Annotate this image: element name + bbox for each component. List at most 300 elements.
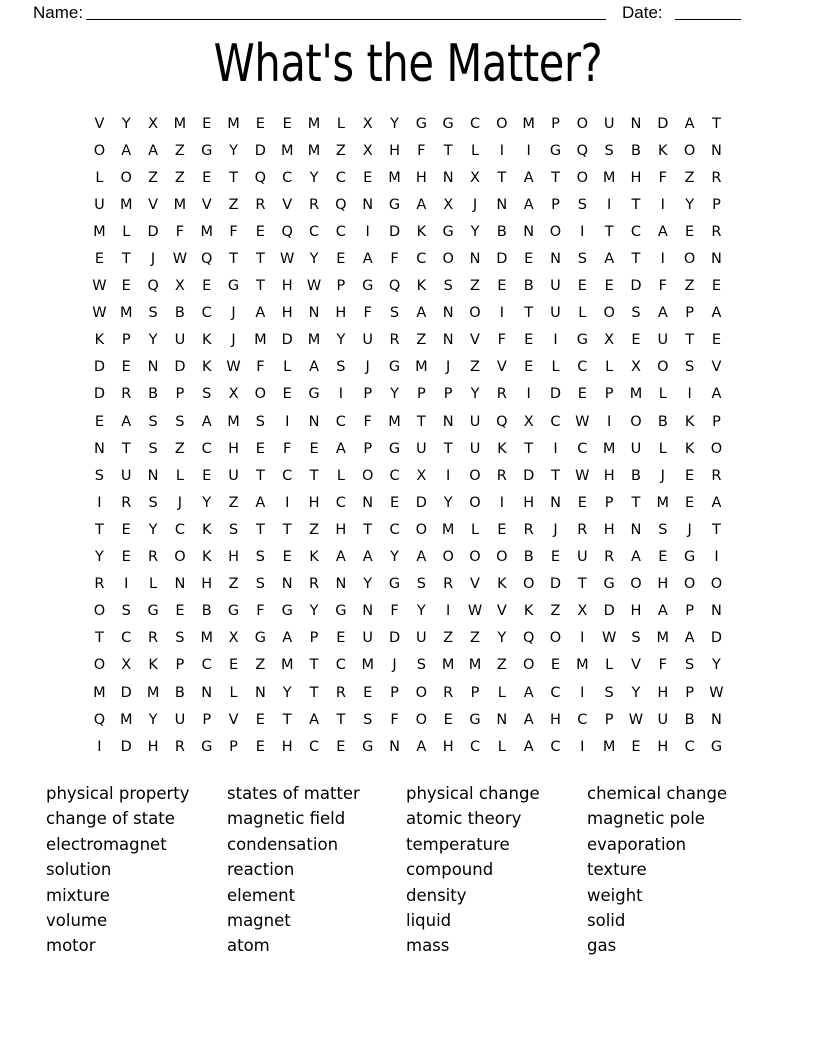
grid-letter[interactable]: M bbox=[93, 223, 106, 240]
grid-letter[interactable]: K bbox=[201, 359, 212, 376]
grid-letter[interactable]: M bbox=[227, 413, 240, 430]
grid-letter[interactable]: C bbox=[630, 223, 642, 240]
grid-letter[interactable]: Y bbox=[309, 603, 319, 620]
grid-letter[interactable]: Y bbox=[202, 494, 212, 511]
grid-letter[interactable]: Y bbox=[336, 332, 346, 349]
grid-letter[interactable]: D bbox=[174, 359, 186, 376]
grid-letter[interactable]: G bbox=[281, 603, 293, 620]
grid-letter[interactable]: N bbox=[496, 196, 508, 213]
grid-letter[interactable]: N bbox=[442, 413, 454, 430]
grid-letter[interactable]: G bbox=[254, 630, 266, 647]
grid-letter[interactable]: G bbox=[576, 332, 588, 349]
grid-letter[interactable]: O bbox=[415, 711, 428, 728]
grid-letter[interactable]: N bbox=[711, 711, 722, 728]
grid-letter[interactable]: C bbox=[282, 169, 293, 186]
grid-letter[interactable]: O bbox=[93, 142, 106, 159]
grid-letter[interactable]: I bbox=[97, 738, 102, 755]
name-write-line[interactable] bbox=[86, 19, 606, 20]
grid-letter[interactable]: D bbox=[523, 467, 535, 484]
grid-letter[interactable]: J bbox=[177, 494, 183, 511]
grid-letter[interactable]: T bbox=[309, 657, 319, 674]
grid-letter[interactable]: I bbox=[285, 413, 290, 430]
grid-letter[interactable]: E bbox=[631, 738, 641, 755]
grid-letter[interactable]: I bbox=[580, 223, 585, 240]
grid-letter[interactable]: A bbox=[631, 549, 641, 566]
grid-letter[interactable]: Z bbox=[443, 630, 454, 647]
grid-letter[interactable]: P bbox=[229, 738, 238, 755]
grid-letter[interactable]: A bbox=[362, 251, 373, 268]
grid-letter[interactable]: M bbox=[280, 142, 294, 159]
grid-letter[interactable]: C bbox=[416, 251, 427, 268]
grid-letter[interactable]: D bbox=[630, 278, 642, 295]
grid-letter[interactable]: K bbox=[497, 576, 507, 593]
grid-letter[interactable]: W bbox=[709, 684, 724, 701]
grid-letter[interactable]: F bbox=[229, 223, 238, 240]
grid-letter[interactable]: D bbox=[388, 630, 401, 647]
grid-letter[interactable]: H bbox=[603, 521, 615, 538]
grid-letter[interactable]: U bbox=[362, 332, 373, 349]
grid-letter[interactable]: F bbox=[283, 440, 292, 457]
word-list-item[interactable]: texture bbox=[587, 860, 647, 880]
grid-letter[interactable]: U bbox=[657, 332, 669, 349]
grid-letter[interactable]: Q bbox=[388, 278, 401, 295]
grid-letter[interactable]: E bbox=[94, 251, 104, 268]
grid-letter[interactable]: T bbox=[604, 223, 614, 240]
grid-letter[interactable]: R bbox=[711, 169, 722, 186]
grid-letter[interactable]: N bbox=[147, 467, 159, 484]
grid-letter[interactable]: P bbox=[470, 684, 480, 701]
grid-letter[interactable]: J bbox=[392, 657, 397, 674]
grid-letter[interactable]: U bbox=[630, 440, 642, 457]
grid-letter[interactable]: Z bbox=[309, 521, 319, 538]
grid-letter[interactable]: B bbox=[631, 467, 641, 484]
grid-letter[interactable]: Z bbox=[228, 196, 239, 213]
grid-letter[interactable]: C bbox=[201, 305, 212, 322]
grid-letter[interactable]: N bbox=[308, 305, 320, 322]
grid-letter[interactable]: J bbox=[553, 521, 558, 538]
grid-letter[interactable]: S bbox=[685, 359, 695, 376]
grid-letter[interactable]: Y bbox=[685, 196, 695, 213]
grid-letter[interactable]: Z bbox=[416, 332, 427, 349]
grid-letter[interactable]: I bbox=[660, 196, 665, 213]
grid-letter[interactable]: Y bbox=[390, 115, 399, 132]
grid-letter[interactable]: C bbox=[335, 413, 346, 430]
grid-letter[interactable]: X bbox=[604, 332, 615, 349]
grid-letter[interactable]: W bbox=[601, 630, 617, 647]
grid-letter[interactable]: T bbox=[229, 251, 238, 268]
grid-letter[interactable]: G bbox=[227, 603, 240, 620]
grid-letter[interactable]: E bbox=[685, 494, 695, 511]
grid-letter[interactable]: Y bbox=[390, 386, 399, 403]
grid-letter[interactable]: N bbox=[523, 223, 535, 240]
grid-letter[interactable]: V bbox=[631, 657, 641, 674]
grid-letter[interactable]: I bbox=[580, 738, 585, 755]
grid-letter[interactable]: J bbox=[687, 521, 692, 538]
grid-letter[interactable]: L bbox=[336, 467, 345, 484]
grid-letter[interactable]: O bbox=[469, 549, 481, 566]
grid-letter[interactable]: F bbox=[658, 278, 667, 295]
grid-letter[interactable]: S bbox=[148, 305, 158, 322]
grid-letter[interactable]: W bbox=[628, 711, 644, 728]
grid-letter[interactable]: E bbox=[577, 278, 587, 295]
word-list-item[interactable]: magnet bbox=[227, 910, 291, 930]
grid-letter[interactable]: G bbox=[415, 115, 427, 132]
grid-letter[interactable]: Y bbox=[712, 657, 721, 674]
grid-letter[interactable]: O bbox=[469, 494, 481, 511]
grid-letter[interactable]: H bbox=[308, 494, 320, 511]
grid-letter[interactable]: F bbox=[256, 603, 265, 620]
grid-letter[interactable]: A bbox=[523, 196, 534, 213]
grid-letter[interactable]: G bbox=[201, 738, 213, 755]
grid-letter[interactable]: C bbox=[469, 738, 481, 755]
grid-letter[interactable]: K bbox=[201, 521, 212, 538]
grid-letter[interactable]: M bbox=[227, 115, 240, 132]
grid-letter[interactable]: A bbox=[148, 142, 159, 159]
grid-letter[interactable]: E bbox=[121, 549, 131, 566]
grid-letter[interactable]: T bbox=[309, 684, 319, 701]
grid-letter[interactable]: P bbox=[685, 684, 694, 701]
grid-letter[interactable]: O bbox=[603, 305, 615, 322]
grid-letter[interactable]: I bbox=[499, 494, 504, 511]
grid-letter[interactable]: A bbox=[416, 196, 427, 213]
grid-letter[interactable]: J bbox=[660, 467, 665, 484]
grid-letter[interactable]: R bbox=[711, 223, 722, 240]
grid-letter[interactable]: T bbox=[255, 278, 265, 295]
grid-letter[interactable]: G bbox=[442, 223, 454, 240]
grid-letter[interactable]: C bbox=[389, 467, 400, 484]
grid-letter[interactable]: X bbox=[443, 196, 454, 213]
grid-letter[interactable]: A bbox=[684, 115, 695, 132]
grid-letter[interactable]: E bbox=[685, 223, 695, 240]
grid-letter[interactable]: Q bbox=[522, 630, 535, 647]
grid-letter[interactable]: M bbox=[656, 630, 670, 647]
grid-letter[interactable]: M bbox=[119, 196, 133, 213]
grid-letter[interactable]: G bbox=[362, 278, 374, 295]
grid-letter[interactable]: S bbox=[255, 549, 265, 566]
grid-letter[interactable]: S bbox=[443, 278, 453, 295]
grid-letter[interactable]: U bbox=[362, 630, 373, 647]
grid-letter[interactable]: Z bbox=[228, 494, 239, 511]
grid-letter[interactable]: U bbox=[657, 711, 669, 728]
grid-letter[interactable]: I bbox=[97, 494, 102, 511]
grid-letter[interactable]: E bbox=[389, 494, 400, 511]
grid-letter[interactable]: J bbox=[231, 305, 236, 322]
grid-letter[interactable]: H bbox=[603, 467, 615, 484]
grid-letter[interactable]: D bbox=[549, 576, 562, 593]
grid-letter[interactable]: C bbox=[308, 223, 320, 240]
grid-letter[interactable]: P bbox=[416, 386, 426, 403]
grid-letter[interactable]: Z bbox=[684, 278, 695, 295]
grid-letter[interactable]: Y bbox=[148, 521, 158, 538]
word-list-item[interactable]: gas bbox=[587, 936, 617, 956]
grid-letter[interactable]: H bbox=[281, 305, 293, 322]
grid-letter[interactable]: A bbox=[416, 305, 427, 322]
grid-letter[interactable]: A bbox=[657, 223, 668, 240]
grid-letter[interactable]: M bbox=[388, 413, 401, 430]
grid-letter[interactable]: U bbox=[416, 630, 427, 647]
grid-letter[interactable]: M bbox=[119, 305, 133, 322]
grid-letter[interactable]: P bbox=[390, 684, 399, 701]
grid-letter[interactable]: Z bbox=[255, 657, 266, 674]
grid-letter[interactable]: O bbox=[549, 630, 562, 647]
grid-letter[interactable]: O bbox=[522, 657, 535, 674]
grid-letter[interactable]: Y bbox=[363, 576, 373, 593]
grid-letter[interactable]: O bbox=[415, 521, 428, 538]
grid-letter[interactable]: G bbox=[388, 440, 401, 457]
grid-letter[interactable]: E bbox=[524, 332, 534, 349]
grid-letter[interactable]: A bbox=[711, 305, 722, 322]
grid-letter[interactable]: S bbox=[416, 657, 426, 674]
grid-letter[interactable]: M bbox=[629, 386, 643, 403]
grid-letter[interactable]: V bbox=[711, 359, 722, 376]
grid-letter[interactable]: N bbox=[496, 711, 508, 728]
grid-letter[interactable]: T bbox=[443, 142, 453, 159]
word-list-item[interactable]: evaporation bbox=[587, 834, 687, 854]
grid-letter[interactable]: K bbox=[201, 549, 212, 566]
grid-letter[interactable]: P bbox=[443, 386, 453, 403]
grid-letter[interactable]: O bbox=[549, 223, 562, 240]
grid-letter[interactable]: E bbox=[228, 657, 239, 674]
grid-letter[interactable]: Q bbox=[335, 196, 347, 213]
grid-letter[interactable]: F bbox=[256, 359, 265, 376]
grid-letter[interactable]: D bbox=[657, 115, 669, 132]
grid-letter[interactable]: W bbox=[92, 278, 107, 295]
grid-letter[interactable]: G bbox=[147, 603, 159, 620]
grid-letter[interactable]: E bbox=[255, 711, 265, 728]
grid-letter[interactable]: T bbox=[255, 521, 265, 538]
grid-letter[interactable]: E bbox=[255, 738, 265, 755]
grid-letter[interactable]: P bbox=[121, 332, 131, 349]
grid-letter[interactable]: P bbox=[685, 603, 694, 620]
grid-letter[interactable]: M bbox=[146, 684, 160, 701]
grid-letter[interactable]: Z bbox=[174, 142, 185, 159]
grid-letter[interactable]: L bbox=[497, 738, 506, 755]
grid-letter[interactable]: E bbox=[255, 115, 265, 132]
grid-letter[interactable]: L bbox=[336, 115, 345, 132]
grid-letter[interactable]: I bbox=[124, 576, 129, 593]
grid-letter[interactable]: A bbox=[684, 630, 695, 647]
word-list-item[interactable]: physical property bbox=[46, 784, 190, 803]
grid-letter[interactable]: O bbox=[93, 603, 106, 620]
word-list-item[interactable]: temperature bbox=[406, 834, 510, 854]
grid-letter[interactable]: Y bbox=[121, 115, 131, 132]
grid-letter[interactable]: X bbox=[362, 115, 373, 132]
grid-letter[interactable]: W bbox=[575, 413, 590, 430]
grid-letter[interactable]: G bbox=[603, 576, 615, 593]
grid-letter[interactable]: D bbox=[603, 603, 615, 620]
grid-letter[interactable]: N bbox=[254, 684, 266, 701]
grid-letter[interactable]: I bbox=[714, 549, 719, 566]
grid-letter[interactable]: K bbox=[684, 440, 695, 457]
grid-letter[interactable]: U bbox=[550, 278, 561, 295]
grid-letter[interactable]: R bbox=[443, 576, 454, 593]
grid-letter[interactable]: A bbox=[657, 305, 668, 322]
grid-letter[interactable]: R bbox=[711, 467, 722, 484]
grid-letter[interactable]: O bbox=[683, 142, 696, 159]
grid-letter[interactable]: Y bbox=[309, 169, 319, 186]
grid-letter[interactable]: O bbox=[630, 413, 642, 430]
word-list-item[interactable]: element bbox=[227, 885, 296, 905]
word-list-item[interactable]: magnetic pole bbox=[587, 809, 705, 829]
grid-letter[interactable]: T bbox=[416, 413, 426, 430]
grid-letter[interactable]: E bbox=[121, 278, 131, 295]
grid-letter[interactable]: M bbox=[415, 359, 428, 376]
grid-letter[interactable]: S bbox=[658, 521, 668, 538]
grid-letter[interactable]: C bbox=[469, 115, 481, 132]
grid-letter[interactable]: X bbox=[362, 142, 373, 159]
grid-letter[interactable]: S bbox=[363, 711, 373, 728]
grid-letter[interactable]: E bbox=[309, 440, 319, 457]
grid-letter[interactable]: S bbox=[228, 521, 239, 538]
grid-letter[interactable]: M bbox=[119, 711, 133, 728]
grid-letter[interactable]: G bbox=[201, 142, 213, 159]
grid-letter[interactable]: O bbox=[630, 576, 642, 593]
grid-letter[interactable]: I bbox=[660, 251, 665, 268]
grid-letter[interactable]: C bbox=[577, 359, 588, 376]
grid-letter[interactable]: E bbox=[255, 440, 265, 457]
grid-letter[interactable]: P bbox=[604, 711, 614, 728]
grid-letter[interactable]: P bbox=[712, 413, 721, 430]
grid-letter[interactable]: K bbox=[658, 142, 668, 159]
grid-letter[interactable]: M bbox=[200, 223, 213, 240]
word-list-item[interactable]: mixture bbox=[46, 885, 110, 905]
grid-letter[interactable]: F bbox=[658, 169, 667, 186]
grid-letter[interactable]: M bbox=[522, 115, 535, 132]
grid-letter[interactable]: J bbox=[231, 332, 236, 349]
grid-letter[interactable]: T bbox=[497, 169, 507, 186]
grid-letter[interactable]: O bbox=[496, 549, 508, 566]
grid-letter[interactable]: W bbox=[467, 603, 483, 620]
grid-letter[interactable]: R bbox=[577, 521, 588, 538]
grid-letter[interactable]: O bbox=[576, 115, 589, 132]
grid-letter[interactable]: X bbox=[470, 169, 480, 186]
grid-letter[interactable]: T bbox=[282, 711, 292, 728]
grid-letter[interactable]: X bbox=[523, 413, 534, 430]
grid-letter[interactable]: K bbox=[416, 278, 427, 295]
grid-letter[interactable]: M bbox=[93, 684, 106, 701]
grid-letter[interactable]: Y bbox=[229, 142, 238, 159]
grid-letter[interactable]: E bbox=[202, 278, 212, 295]
word-list-item[interactable]: solution bbox=[46, 860, 112, 880]
grid-letter[interactable]: L bbox=[578, 305, 587, 322]
grid-letter[interactable]: N bbox=[147, 359, 159, 376]
grid-letter[interactable]: T bbox=[524, 305, 534, 322]
grid-letter[interactable]: S bbox=[685, 657, 695, 674]
grid-letter[interactable]: S bbox=[148, 413, 158, 430]
grid-letter[interactable]: D bbox=[496, 251, 508, 268]
word-list-item[interactable]: atom bbox=[227, 936, 270, 956]
grid-letter[interactable]: O bbox=[442, 549, 454, 566]
grid-letter[interactable]: W bbox=[306, 278, 322, 295]
grid-letter[interactable]: Z bbox=[335, 142, 346, 159]
grid-letter[interactable]: T bbox=[631, 251, 641, 268]
grid-letter[interactable]: G bbox=[227, 278, 240, 295]
grid-letter[interactable]: S bbox=[604, 684, 614, 701]
grid-letter[interactable]: Q bbox=[281, 223, 293, 240]
grid-letter[interactable]: Y bbox=[497, 630, 507, 647]
grid-letter[interactable]: S bbox=[148, 494, 158, 511]
grid-letter[interactable]: N bbox=[469, 251, 481, 268]
grid-letter[interactable]: U bbox=[550, 305, 561, 322]
grid-letter[interactable]: F bbox=[390, 251, 399, 268]
grid-letter[interactable]: H bbox=[657, 738, 669, 755]
grid-letter[interactable]: E bbox=[363, 169, 373, 186]
grid-letter[interactable]: T bbox=[121, 440, 131, 457]
grid-letter[interactable]: I bbox=[607, 196, 612, 213]
grid-letter[interactable]: C bbox=[335, 494, 346, 511]
grid-letter[interactable]: A bbox=[309, 359, 319, 376]
grid-letter[interactable]: F bbox=[363, 413, 372, 430]
grid-letter[interactable]: P bbox=[175, 386, 185, 403]
grid-letter[interactable]: M bbox=[280, 657, 294, 674]
grid-letter[interactable]: B bbox=[523, 549, 534, 566]
grid-letter[interactable]: P bbox=[712, 196, 721, 213]
grid-letter[interactable]: A bbox=[282, 630, 293, 647]
grid-letter[interactable]: R bbox=[604, 549, 615, 566]
grid-letter[interactable]: Y bbox=[148, 332, 158, 349]
grid-letter[interactable]: S bbox=[202, 386, 212, 403]
grid-letter[interactable]: N bbox=[550, 251, 561, 268]
grid-letter[interactable]: Y bbox=[631, 684, 641, 701]
word-list-item[interactable]: atomic theory bbox=[406, 809, 522, 829]
grid-letter[interactable]: N bbox=[93, 440, 105, 457]
grid-letter[interactable]: E bbox=[121, 521, 131, 538]
grid-letter[interactable]: A bbox=[255, 305, 266, 322]
grid-letter[interactable]: L bbox=[470, 521, 480, 538]
grid-letter[interactable]: L bbox=[551, 359, 560, 376]
grid-letter[interactable]: H bbox=[335, 521, 347, 538]
grid-letter[interactable]: A bbox=[523, 738, 534, 755]
grid-letter[interactable]: U bbox=[120, 467, 132, 484]
grid-letter[interactable]: E bbox=[94, 413, 104, 430]
grid-letter[interactable]: S bbox=[255, 576, 265, 593]
grid-letter[interactable]: M bbox=[173, 196, 187, 213]
grid-letter[interactable]: B bbox=[201, 603, 212, 620]
grid-letter[interactable]: H bbox=[630, 169, 642, 186]
word-list-item[interactable]: chemical change bbox=[587, 784, 728, 803]
grid-letter[interactable]: A bbox=[309, 711, 319, 728]
grid-letter[interactable]: B bbox=[523, 278, 534, 295]
grid-letter[interactable]: S bbox=[631, 630, 641, 647]
grid-letter[interactable]: S bbox=[175, 413, 185, 430]
grid-letter[interactable]: L bbox=[497, 684, 506, 701]
grid-letter[interactable]: B bbox=[174, 684, 185, 701]
grid-letter[interactable]: E bbox=[631, 332, 641, 349]
grid-letter[interactable]: N bbox=[630, 115, 642, 132]
grid-letter[interactable]: E bbox=[175, 603, 185, 620]
grid-letter[interactable]: E bbox=[202, 467, 212, 484]
grid-letter[interactable]: N bbox=[308, 413, 320, 430]
grid-letter[interactable]: N bbox=[174, 576, 186, 593]
word-list-item[interactable]: states of matter bbox=[227, 784, 360, 803]
grid-letter[interactable]: O bbox=[469, 305, 481, 322]
grid-letter[interactable]: S bbox=[175, 630, 185, 647]
grid-letter[interactable]: W bbox=[172, 251, 188, 268]
grid-letter[interactable]: R bbox=[443, 684, 454, 701]
grid-letter[interactable]: N bbox=[442, 169, 454, 186]
grid-letter[interactable]: K bbox=[148, 657, 158, 674]
grid-letter[interactable]: O bbox=[93, 657, 106, 674]
grid-letter[interactable]: L bbox=[122, 223, 131, 240]
grid-letter[interactable]: M bbox=[576, 657, 589, 674]
grid-letter[interactable]: A bbox=[711, 386, 722, 403]
grid-letter[interactable]: O bbox=[657, 359, 669, 376]
grid-letter[interactable]: S bbox=[604, 142, 614, 159]
grid-letter[interactable]: A bbox=[523, 169, 534, 186]
grid-letter[interactable]: J bbox=[446, 359, 451, 376]
date-write-line[interactable] bbox=[675, 19, 741, 20]
grid-letter[interactable]: X bbox=[121, 657, 132, 674]
